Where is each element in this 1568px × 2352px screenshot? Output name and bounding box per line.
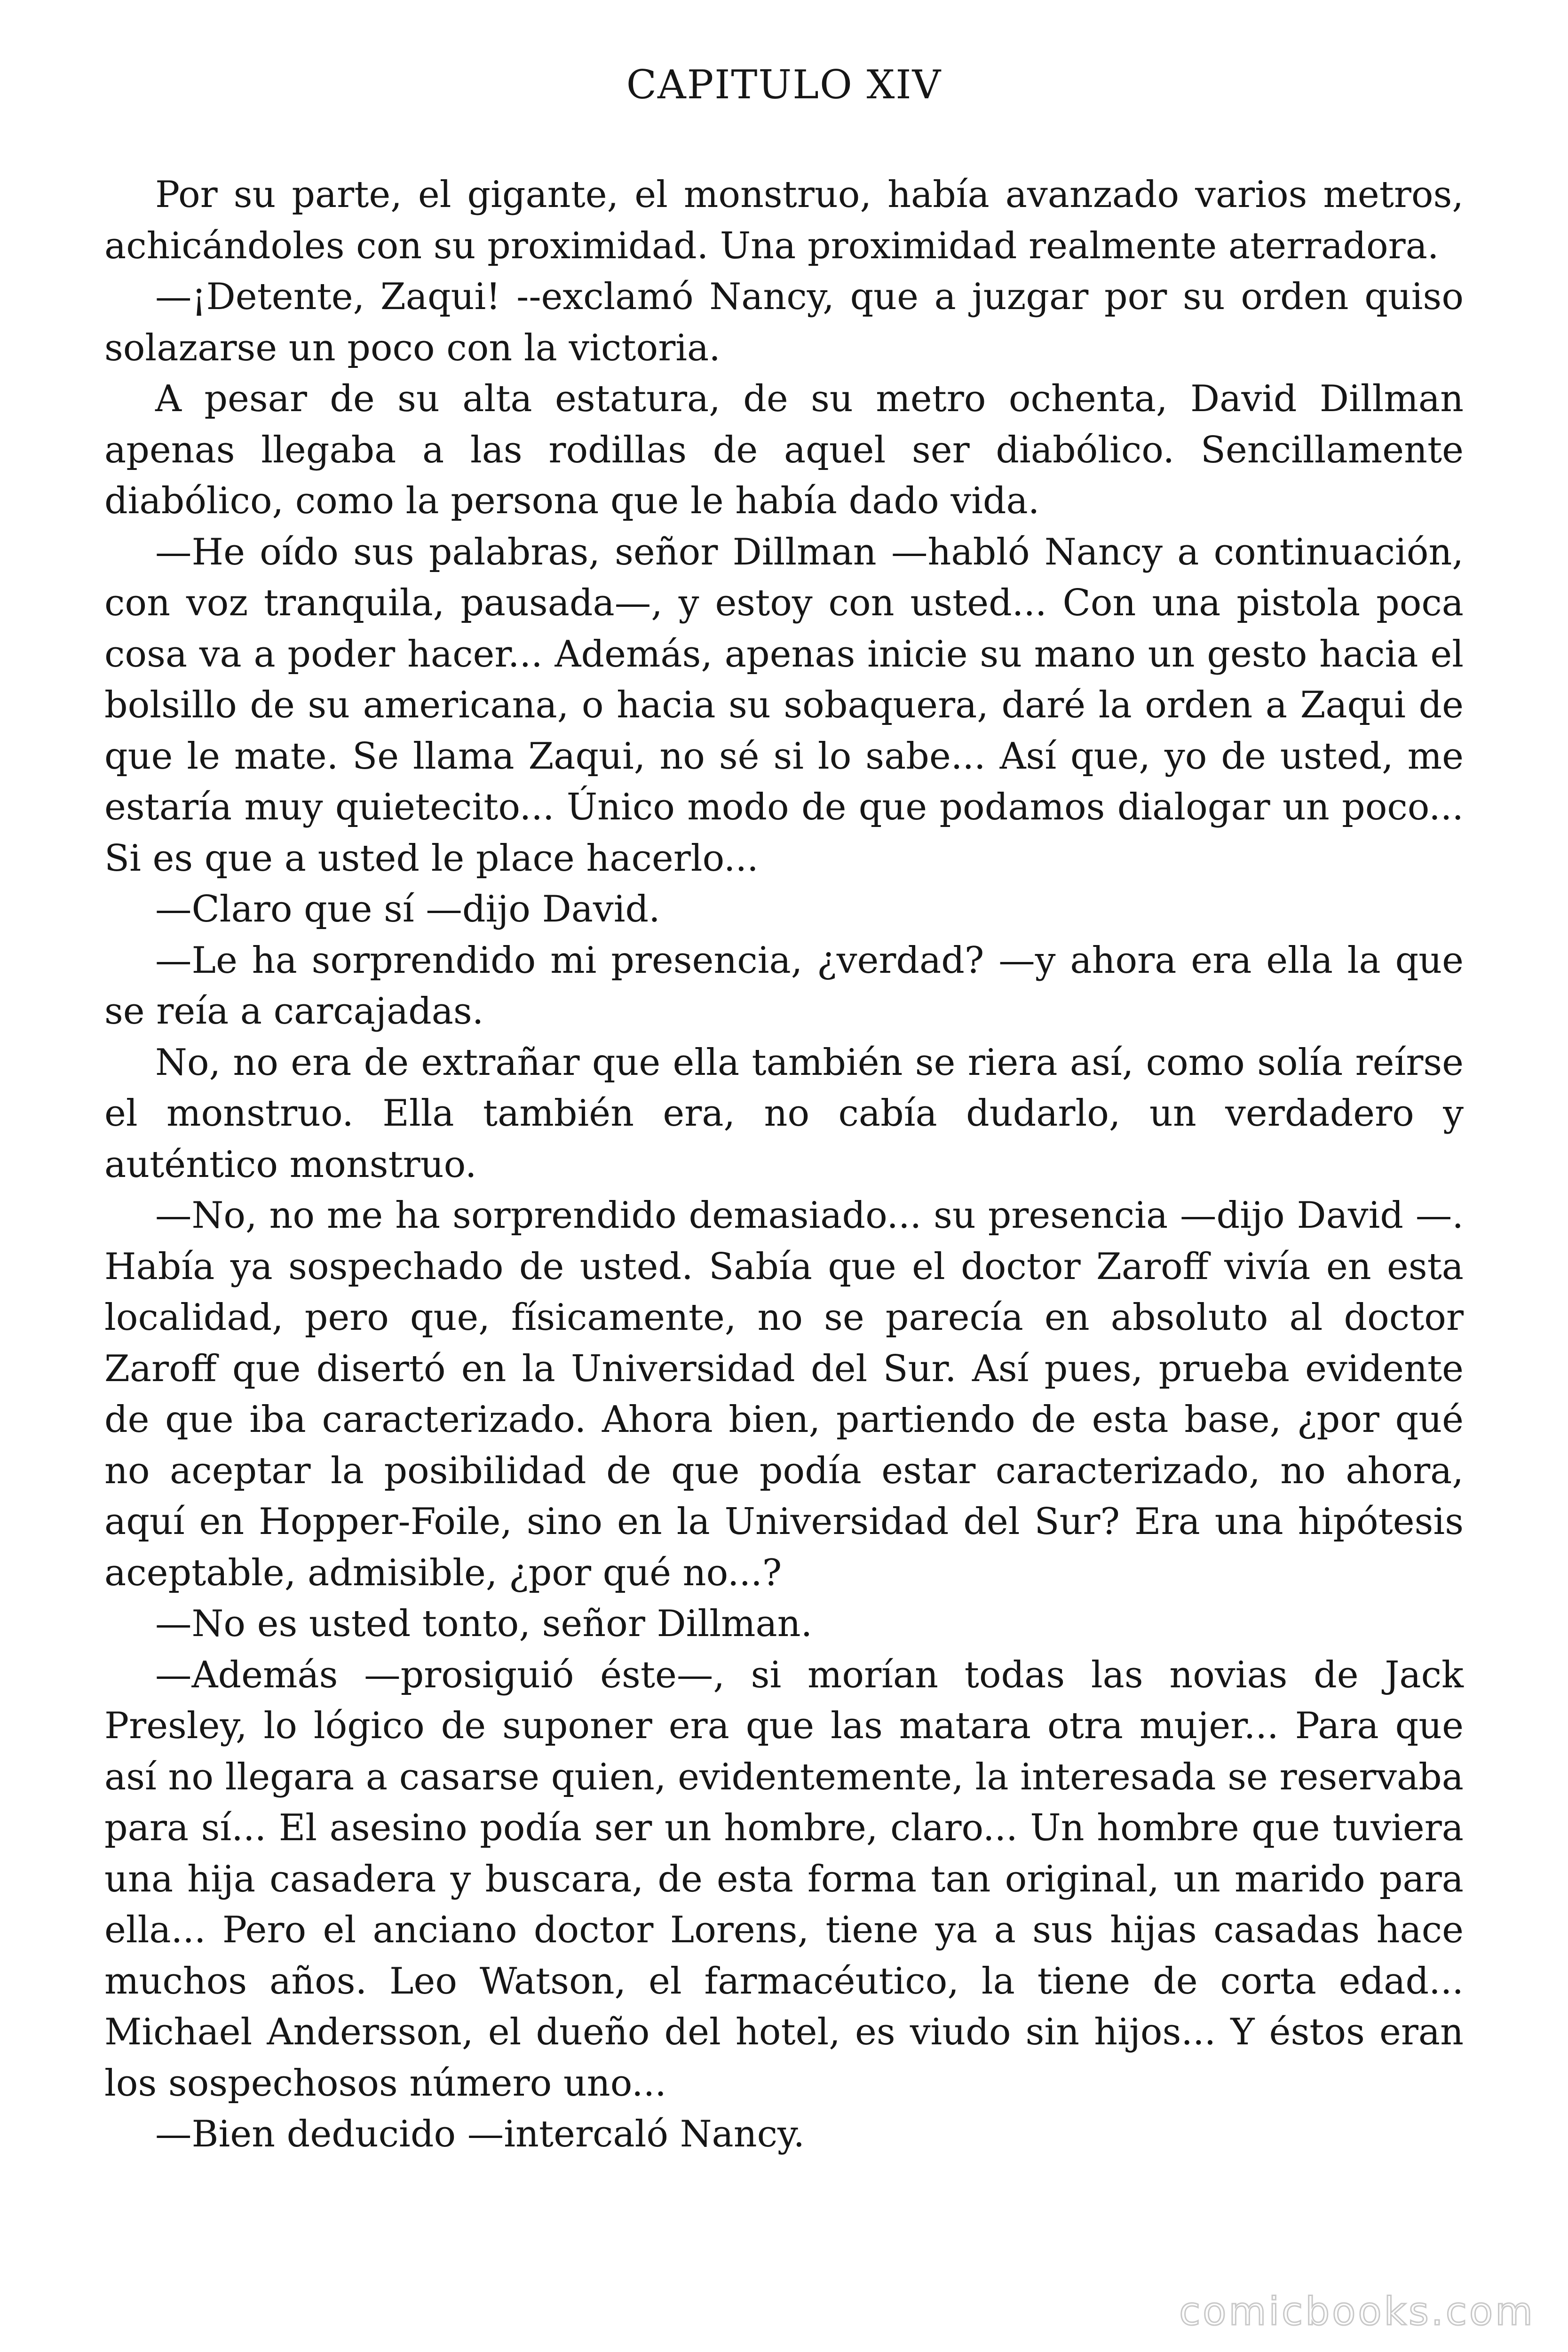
paragraph: No, no era de extrañar que ella también se riera así, como solía reírse el monstruo. Ella también era, no cabía dudarlo, un verdadero y auténtico monstruo. [104,1041,1464,1186]
paragraph: —Claro que sí —dijo David. [155,888,660,930]
paragraph: —No, no me ha sorprendido demasiado... su presencia —dijo David —. Había ya sospechado de usted. Sabía que el doctor Zaroff vivía en esta localidad, pero que, físicamente, no se parecía en absoluto al doctor Zaroff que disertó en la Universidad del Sur. Así pues, prueba evidente de que iba caracterizado. Ahora bien, partiendo de esta base, ¿por qué no aceptar la posibilidad de que podía estar caracterizado, no ahora, aquí en Hopper-Foile, sino en la Universidad del Sur? Era una hipótesis aceptable, admisible, ¿por qué no...? [104,1194,1464,1594]
chapter-title: CAPITULO XIV [626,62,942,108]
paragraph: —Bien deducido —intercaló Nancy. [155,2113,805,2155]
paragraph: —No es usted tonto, señor Dillman. [155,1603,813,1645]
watermark: comicbooks.com [1179,2289,1535,2334]
paragraph: —He oído sus palabras, señor Dillman —habló Nancy a continuación, con voz tranquila, pausada—, y estoy con usted... Con una pistola poca cosa va a poder hacer... Además, apenas inicie su mano un gesto hacia el bolsillo de su americana, o hacia su sobaquera, daré la orden a Zaqui de que le mate. Se llama Zaqui, no sé si lo sabe... Así que, yo de usted, me estaría muy quietecito... Único modo de que podamos dialogar un poco... Si es que a usted le place hacerlo... [104,531,1464,880]
paragraph: —Además —prosiguió éste—, si morían todas las novias de Jack Presley, lo lógico de suponer era que las matara otra mujer... Para que así no llegara a casarse quien, evidentemente, la interesada se reservaba para sí... El asesino podía ser un hombre, claro... Un hombre que tuviera una hija casadera y buscara, de esta forma tan original, un marido para ella... Pero el anciano doctor Lorens, tiene ya a sus hijas casadas hace muchos años. Leo Watson, el farmacéutico, la tiene de corta edad... Michael Andersson, el dueño del hotel, es viudo sin hijos... Y éstos eran los sospechosos número uno... [104,1653,1464,2105]
paragraph: Por su parte, el gigante, el monstruo, había avanzado varios metros, achicándoles con su proximidad. Una proximidad realmente aterradora. [104,174,1464,267]
paragraph: —¡Detente, Zaqui! --exclamó Nancy, que a juzgar por su orden quiso solazarse un poco con la victoria. [104,276,1464,369]
paragraph: —Le ha sorprendido mi presencia, ¿verdad? —y ahora era ella la que se reía a carcajadas. [104,939,1464,1033]
paragraph: A pesar de su alta estatura, de su metro ochenta, David Dillman apenas llegaba a las rodillas de aquel ser diabólico. Sencillamente diabólico, como la persona que le había dado vida. [104,378,1464,522]
chapter-body [104,169,1464,2160]
